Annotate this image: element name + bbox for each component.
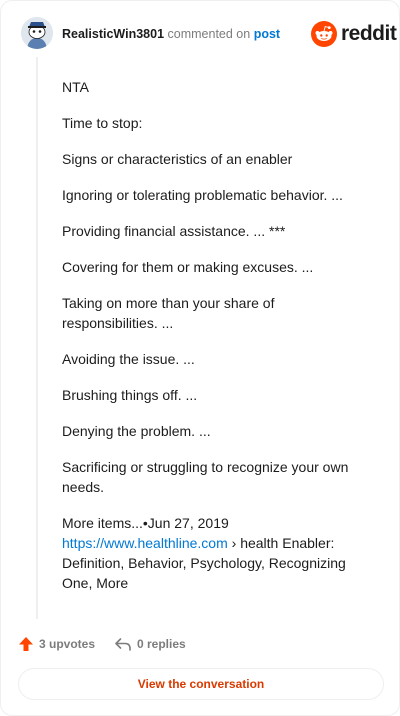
comment-paragraph: Ignoring or tolerating problematic behavior. ... [62, 187, 343, 203]
comment-paragraph: Sacrificing or struggling to recognize your own needs. [62, 459, 349, 495]
comment-paragraph: Avoiding the issue. ... [62, 351, 195, 367]
action-text: commented on [167, 27, 251, 41]
comment-paragraph: NTA [62, 79, 89, 95]
comment-footer [62, 513, 362, 593]
upvote-arrow-icon [18, 636, 34, 652]
footer-date-text: More items...•Jun 27, 2019 [62, 515, 229, 531]
user-avatar[interactable] [21, 17, 53, 49]
snoo-avatar-icon [21, 17, 53, 49]
reddit-brand[interactable] [311, 21, 397, 47]
comment-header [21, 17, 397, 51]
view-conversation-button[interactable]: View the conversation [18, 668, 384, 700]
reddit-snoo-icon [311, 21, 337, 47]
comment-paragraph: Providing financial assistance. ... *** [62, 223, 286, 239]
comment-paragraph: Signs or characteristics of an enabler [62, 151, 293, 167]
healthline-link[interactable]: https://www.healthline.com [62, 535, 228, 551]
comment-paragraph: Brushing things off. ... [62, 387, 198, 403]
footer-source-text: › health Enabler: Definition, Behavior, Psychology, Recognizing One, More [62, 535, 346, 591]
comment-paragraph: Time to stop: [62, 115, 143, 131]
comment-paragraph: Covering for them or making excuses. ... [62, 259, 314, 275]
comment-paragraph: Taking on more than your share of responsibilities. ... [62, 295, 275, 331]
upvote-button[interactable] [18, 634, 95, 654]
reddit-wordmark: reddit [341, 22, 397, 45]
reply-button[interactable] [114, 634, 186, 654]
post-link[interactable]: post [253, 27, 281, 41]
thread-line [36, 57, 38, 619]
reply-arrow-icon [114, 636, 132, 652]
comment-meta [62, 26, 280, 42]
comment-actions [18, 634, 384, 654]
comment-body [62, 77, 362, 609]
reply-count: 0 replies [137, 637, 186, 651]
username-link[interactable]: RealisticWin3801 [62, 27, 165, 41]
comment-paragraph: Denying the problem. ... [62, 423, 211, 439]
upvote-count: 3 upvotes [39, 637, 96, 651]
